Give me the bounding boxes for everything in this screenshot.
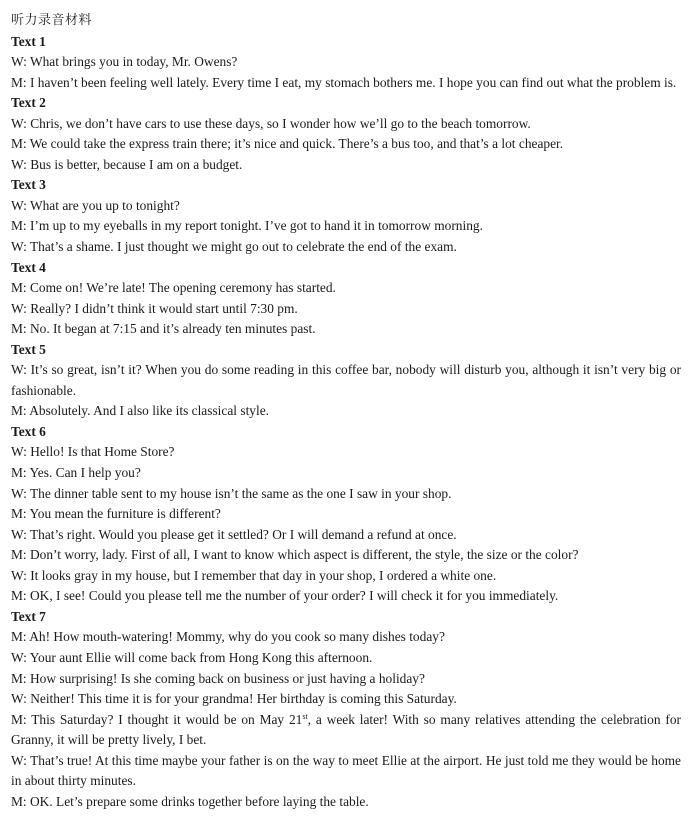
text-section [11,258,681,340]
dialogue-line: M: Come on! We’re late! The opening ceremony has started. [11,280,336,296]
dialogue-line: M: No. It began at 7:15 and it’s already ten minutes past. [11,321,316,337]
section-title: Text 5 [11,341,46,357]
dialogue-line: M: OK, I see! Could you please tell me the number of your order? I will check it for you immediately. [11,588,559,604]
dialogue-line: W: What brings you in today, Mr. Owens? [11,54,238,70]
text-section [11,93,681,175]
dialogue-line: M: I’m up to my eyeballs in my report tonight. I’ve got to hand it in tomorrow morning. [11,218,483,234]
dialogue-line: W: That’s right. Would you please get it settled? Or I will demand a refund at once. [11,526,457,542]
dialogue-line: W: Bus is better, because I am on a budget. [11,156,243,172]
text-section [11,32,681,94]
text-section [11,340,681,422]
section-title: Text 3 [11,177,46,193]
dialogue-line: W: It looks gray in my house, but I remember that day in your shop, I ordered a white one. [11,567,497,583]
dialogue-line: M: Don’t worry, lady. First of all, I want to know which aspect is different, the style, the size or the color? [11,547,579,563]
dialogue-line: W: The dinner table sent to my house isn’t the same as the one I saw in your shop. [11,485,452,501]
ordinal-suffix: st [302,711,308,721]
text-section [11,422,681,607]
section-title: Text 6 [11,423,46,439]
dialogue-line: M: You mean the furniture is different? [11,506,221,522]
dialogue-line: M: I haven’t been feeling well lately. Every time I eat, my stomach bothers me. I hope you can find out what the problem is. [11,74,677,90]
section-title: Text 2 [11,95,46,111]
page-title: 听力录音材料 [11,13,93,28]
section-title: Text 4 [11,259,46,275]
dialogue-line: M: How surprising! Is she coming back on business or just having a holiday? [11,670,425,686]
dialogue-line: W: What are you up to tonight? [11,197,180,213]
dialogue-line: M: Yes. Can I help you? [11,465,141,481]
dialogue-line: W: Hello! Is that Home Store? [11,444,175,460]
section-title: Text 1 [11,33,46,49]
dialogue-line: W: That’s true! At this time maybe your father is on the way to meet Ellie at the airport. He just told me they would be home in about thirty minutes. [11,752,681,789]
dialogue-line: M: Absolutely. And I also like its classical style. [11,403,269,419]
sections-container [11,32,681,813]
dialogue-line: M: OK. Let’s prepare some drinks together before laying the table. [11,793,369,809]
text-section [11,607,681,812]
dialogue-line [11,710,681,751]
section-title: Text 7 [11,608,46,624]
dialogue-line: W: That’s a shame. I just thought we might go out to celebrate the end of the exam. [11,239,457,255]
dialogue-line: W: Your aunt Ellie will come back from Hong Kong this afternoon. [11,649,373,665]
dialogue-line: W: It’s so great, isn’t it? When you do some reading in this coffee bar, nobody will disturb you, although it isn’t very big or fashionable. [11,362,681,398]
dialogue-line: W: Chris, we don’t have cars to use these days, so I wonder how we’ll go to the beach tomorrow. [11,115,531,131]
text-section [11,175,681,257]
transcript-page [11,11,681,812]
dialogue-line: M: Ah! How mouth-watering! Mommy, why do you cook so many dishes today? [11,629,445,645]
dialogue-line: W: Neither! This time it is for your grandma! Her birthday is coming this Saturday. [11,691,457,707]
dialogue-line: W: Really? I didn’t think it would start until 7:30 pm. [11,300,298,316]
dialogue-line: M: We could take the express train there; it’s nice and quick. There’s a bus too, and that’s a lot cheaper. [11,136,564,152]
dialogue-text: M: This Saturday? I thought it would be on May 21 [11,711,303,727]
dialogue-text: , a week later! With so many relatives attending the celebration for Granny, it will be pretty lively, I bet. [11,711,681,748]
